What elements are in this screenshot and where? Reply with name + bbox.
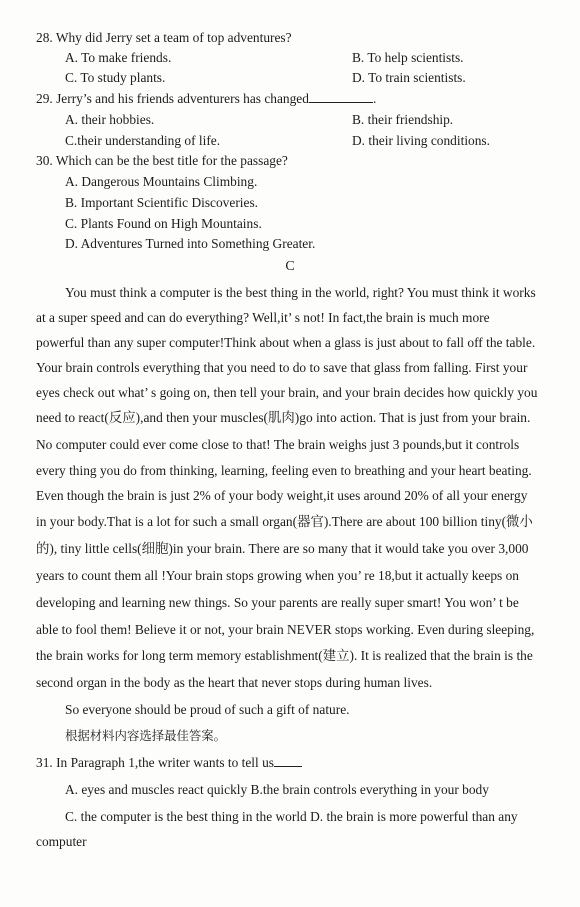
passage-line: You must think a computer is the best thing in the world, right? You must think it works	[65, 285, 536, 300]
passage-line: developing and learning new things. So your parents are really super smart! You won’ t be	[36, 595, 519, 610]
passage-line: powerful than any super computer!Think about when a glass is just about to fall off the table.	[36, 335, 536, 350]
instruction-line: 根据材料内容选择最佳答案。	[65, 728, 227, 743]
question-30-option-b: B. Important Scientific Discoveries.	[65, 195, 259, 210]
question-29-option-d: D. their living conditions.	[352, 133, 490, 148]
question-28-option-d: D. To train scientists.	[352, 70, 466, 85]
passage-line: No computer could ever come close to that! The brain weighs just 3 pounds,but it controls	[36, 437, 520, 452]
passage-line: second organ in the body as the heart that never stops during human lives.	[36, 675, 433, 690]
passage-line: Even though the brain is just 2% of your body weight,it uses around 20% of all your energy	[36, 488, 528, 503]
passage-line: every thing you do from thinking, learning, feeling even to breathing and your heart beating.	[36, 463, 532, 478]
passage-line: able to fool them! Believe it or not, your brain NEVER stops working. Even during sleeping,	[36, 622, 535, 637]
answer-blank	[309, 90, 373, 103]
question-30-option-c: C. Plants Found on High Mountains.	[65, 216, 262, 231]
question-31-options-ab: A. eyes and muscles react quickly B.the brain controls everything in your body	[65, 782, 489, 797]
passage-line: at a super speed and can do everything? Well,it’ s not! In fact,the brain is much more	[36, 310, 490, 325]
question-29-option-a: A. their hobbies.	[65, 112, 155, 127]
question-31-stem: 31. In Paragraph 1,the writer wants to tell us	[36, 755, 274, 770]
question-29-stem: 29. Jerry’s and his friends adventurers has changed	[36, 91, 309, 106]
question-28-option-c: C. To study plants.	[65, 70, 166, 85]
question-29-option-b: B. their friendship.	[352, 112, 454, 127]
question-28-option-b: B. To help scientists.	[352, 50, 464, 65]
passage-line: Your brain controls everything that you need to do to save that glass from falling. First your	[36, 360, 528, 375]
question-29-option-c: C.their understanding of life.	[65, 133, 221, 148]
question-29-stem-end: .	[372, 91, 377, 106]
closing-line: So everyone should be proud of such a gift of nature.	[65, 702, 350, 717]
passage-line: eyes check out what’ s going on, then tell your brain, and your brain decides how quickly you	[36, 385, 538, 400]
passage-line: need to react(反应),and then your muscles(肌肉)go into action. That is just from your brain.	[36, 410, 531, 425]
question-30-option-d: D. Adventures Turned into Something Greater.	[65, 236, 316, 251]
question-29-stem-row	[36, 90, 376, 108]
passage-line: the brain works for long term memory establishment(建立). It is realized that the brain is the	[36, 648, 533, 663]
question-31-option-d-continued: computer	[36, 834, 87, 849]
section-title: C	[285, 259, 295, 274]
question-28-stem: 28. Why did Jerry set a team of top adventures?	[36, 30, 292, 45]
passage-line: 的), tiny little cells(细胞)in your brain. There are so many that it would take you over 3,000	[36, 541, 529, 556]
question-31-options-cd: C. the computer is the best thing in the world D. the brain is more powerful than any	[65, 809, 518, 824]
question-30-stem: 30. Which can be the best title for the passage?	[36, 153, 288, 168]
passage-line: years to count them all !Your brain stops growing when you’ re 18,but it actually keeps on	[36, 568, 519, 583]
question-28-option-a: A. To make friends.	[65, 50, 172, 65]
question-30-option-a: A. Dangerous Mountains Climbing.	[65, 174, 258, 189]
question-31-stem-row	[36, 754, 302, 772]
passage-line: in your body.That is a lot for such a small organ(器官).There are about 100 billion tiny(微小	[36, 514, 533, 529]
answer-blank	[274, 754, 302, 767]
